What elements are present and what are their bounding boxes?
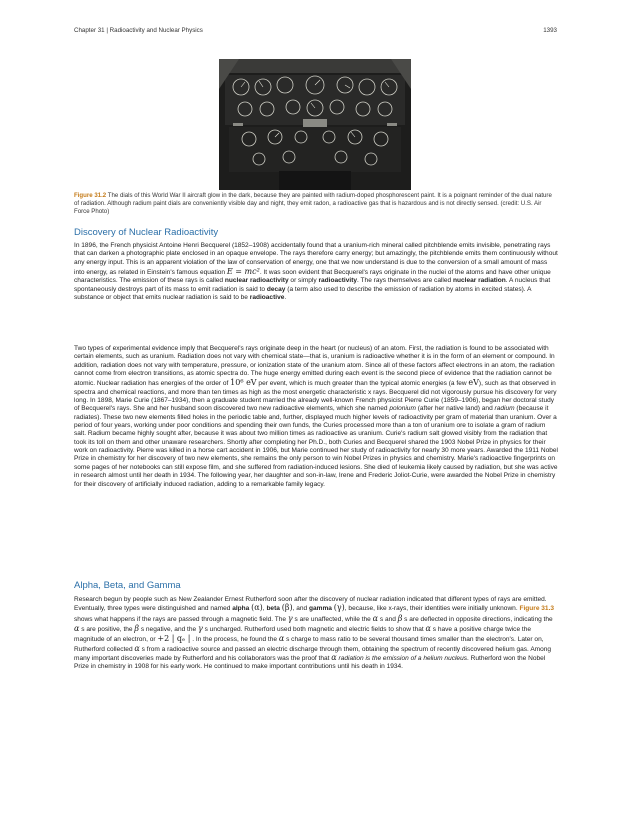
text-run: per event, which is much greater than the typical atomic energies (a few (258, 380, 467, 388)
text-run: s from a radioactive source and passed an electric discharge through them, obtaining the spectrum of recently discovered helium gas. Among many important discoveries made by Rutherford and his collaborators was the proof that (74, 645, 552, 663)
section-heading-discovery: Discovery of Nuclear Radioactivity (74, 227, 219, 238)
text-run: (because it radiates). These two new elements filled holes in the periodic table and, further, displayed much higher levels of radioactivity per gram of material than uranium. Over a period of four years, working under poor conditions and spending their own funds, the Curies processed more than a ton of uranium ore to isolate a gram of radium salt. Radium became highly sought after, because it was about two million times as radioactive as uranium. Curie's radium salt glowed visibly from the radiation that took its toll on them and other unaware researchers. Shortly after completing her Ph.D., both Curies and Becquerel shared the 1903 Nobel Prize in physics for their work on radioactivity. Pierre was killed in a horse cart accident in 1906, but Marie continued her study of radioactivity for nearly 30 more years. Awarded the 1911 Nobel Prize in chemistry for her discovery of two new elements, she remains the only person to win Nobel Prizes in physics and chemistry. Marie's radioactive fingerprints on some pages of her notebooks can still expose film, and she suffered from radiation-induced lesions. She died of leukemia likely caused by radiation, but she was active in research almost until her death in 1934. The following year, her daughter and son-in-law, Irene and Frederic Joliot-Curie, were awarded the Nobel Prize in chemistry for their discovery of artificially induced radiation, adding to a remarkable family legacy. (74, 405, 558, 488)
text-run: , because, like x-rays, their identities were initially unknown. (344, 605, 518, 613)
symbol-alpha: α (372, 613, 379, 623)
symbol-alpha: α (278, 634, 285, 644)
term-radioactive: radioactive (249, 294, 285, 302)
text-run: . A nucleus that spontaneously destroys part of its mass to emit radiation is said to (74, 277, 551, 293)
figure-31-3-link[interactable]: Figure 31.3 (519, 605, 555, 613)
text-run: s have a positive charge twice the magnitude of an electron, or (74, 626, 532, 644)
section-heading-alpha-beta-gamma: Alpha, Beta, and Gamma (74, 580, 181, 591)
paragraph-discovery-1 (74, 242, 558, 302)
text-run: . In the process, he found the (192, 636, 278, 644)
text-run: . The rays themselves are called (357, 277, 452, 285)
text-run: ), such as that observed in spectra and chemical reactions, and more than ten times as high as the most energetic characteristic x rays. Becquerel did not vigorously pursue his discovery for very long. In 1898, Marie Curie (1867–1934), then a graduate student married the already well-known French physicist Pierre Curie (1859–1906), began her doctoral study of Becquerel's rays. She and her husband soon discovered two new radioactive elements, which she named (74, 380, 557, 413)
text-run: s are unaffected, while the (294, 615, 371, 623)
equation-mass-energy: E = mc² (226, 267, 260, 277)
text-run: shows what happens if the rays are passed through a magnetic field. The (74, 615, 287, 623)
text-run: s are deflected in opposite directions, indicating the (404, 615, 553, 623)
figure-label: Figure 31.2 (74, 192, 107, 199)
symbol-beta: (β) (281, 603, 293, 613)
text-run: . It was soon evident that Becquerel's rays originate in the nuclei of the atoms and have other unique characteristics. The emission of these rays is called (74, 269, 551, 285)
symbol-gamma: γ (287, 613, 293, 623)
text-run: s and (379, 615, 396, 623)
text-run: , and (292, 605, 308, 613)
text-run: Research begun by people such as New Zealander Ernest Rutherford soon after the discovery of nuclear radiation indicated that different types of rays are emitted. Eventually, three types were distinguished and named (74, 596, 547, 613)
text-run: (after her native land) and (417, 405, 493, 413)
text-run: s charge to mass ratio to be several thousand times smaller than the electron's. Later on, Rutherford collected (74, 636, 544, 653)
aircraft-dials-photo (219, 59, 411, 190)
term-polonium: polonium (389, 405, 416, 413)
symbol-gamma: (γ) (333, 603, 345, 613)
figure-caption (74, 192, 556, 217)
text-run: s are positive, the (81, 626, 133, 634)
term-nuclear-radiation: nuclear radiation (452, 277, 506, 285)
text-run: . (284, 294, 287, 302)
text-run: s uncharged. Rutherford used both magnetic and electric fields to show that (204, 626, 424, 634)
term-alpha: alpha (232, 605, 250, 613)
equation-alpha-charge: +2 | qₑ | (157, 634, 191, 644)
figure-caption-text: The dials of this World War II aircraft glow in the dark, because they are painted with radium-doped phosphorescent paint. It is a poignant reminder of the dual nature of radiation. Although radium paint dials are conveniently visible day and night, they emit radon, a radioactive gas that is hazardous and is not directly sensed. (credit: U.S. Air Force Photo) (74, 192, 552, 216)
symbol-beta: β (134, 624, 139, 634)
page-header (74, 27, 557, 34)
page-number: 1393 (543, 27, 557, 34)
text-run: . Rutherford won the Nobel Prize in chemistry in 1908 for his early work. He continued to make important contributions until his death in 1934. (74, 655, 546, 671)
symbol-alpha: α (331, 653, 337, 663)
term-nuclear-radioactivity: nuclear radioactivity (224, 277, 289, 285)
symbol-alpha: α (134, 643, 140, 653)
term-gamma: gamma (309, 605, 332, 613)
symbol-beta: β (397, 613, 403, 623)
term-radioactivity: radioactivity (318, 277, 358, 285)
chapter-title: Chapter 31 | Radioactivity and Nuclear Physics (74, 27, 203, 34)
symbol-alpha: α (74, 624, 80, 634)
text-run: s negative, and the (140, 626, 197, 634)
paragraph-alpha-beta-gamma: Research begun by people such as New Zealander Ernest Rutherford soon after the discovery of nuclear radiation indicated that different types of rays are emitted. Eventually, three types were distinguished and named alpha (α), beta (β), and gamma (γ), because, like x-rays, their identities were initially unknown. Figure 31.3 shows what happens if the rays are passed through a magnetic field. The γ s are unaffected, while the α s and β s are deflected in opposite directions, indicating the α s are positive, the β s negative, and the γ s uncharged. Rutherford used both magnetic and electric fields to show that α s have a positive charge twice the magnitude of an electron, or +2 | qₑ | . In the process, he found the α s charge to mass ratio to be several thousand times smaller than the electron's. Later on, Rutherford collected α s from a radioactive source and passed an electric discharge through them, obtaining the spectrum of recently discovered helium gas. Among many important discoveries made by Rutherford and his collaborators was the proof that α radiation is the emission of a helium nucleus. Rutherford won the Nobel Prize in chemistry in 1908 for his early work. He continued to make important contributions until his death in 1934. (74, 596, 555, 671)
paragraph-discovery-2 (74, 345, 558, 489)
text-run: (a term also used to describe the emission of radiation by atoms in excited states). A substance or object that emits nuclear radiation is said to be (74, 285, 532, 302)
equation-mega-ev: 10⁶ eV (230, 378, 257, 388)
symbol-gamma: γ (197, 624, 203, 634)
text-run: or simply (290, 277, 317, 285)
symbol-alpha: α (425, 624, 431, 634)
term-decay: decay (266, 285, 286, 293)
emphasis-helium-nucleus: radiation is the emission of a helium nucleus (338, 655, 467, 663)
term-radium: radium (494, 405, 515, 413)
symbol-alpha: (α) (251, 603, 263, 613)
text-run: Two types of experimental evidence imply that Becquerel's rays originate deep in the heart (or nucleus) of an atom. First, the radiation is found to be associated with certain elements, such as uranium. Radiation does not vary with chemical state—that is, uranium is radioactive whether it is in the form of an element or compound. In addition, radiation does not vary with temperature, pressure, or ionization state of the uranium atom. Since all of these factors affect electrons in an atom, the radiation cannot come from electron transitions, as atomic spectra do. The huge energy emitted during each event is the second piece of evidence that the radiation cannot be atomic. Nuclear radiation has energies of the order of (74, 345, 555, 388)
term-beta: beta (266, 605, 280, 613)
text-run: In 1896, the French physicist Antoine Henri Becquerel (1852–1908) accidentally found that a uranium-rich mineral called pitchblende emits invisible, penetrating rays that can darken a photographic plate enclosed in an opaque envelope. The rays therefore carry energy; but amazingly, the pitchblende emits them continuously without any energy input. This is an apparent violation of the law of conservation of energy, one that we now understand is due to the conversion of a small amount of mass into energy, as related in Einstein's famous equation (74, 242, 558, 277)
equation-ev: eV (468, 378, 479, 388)
